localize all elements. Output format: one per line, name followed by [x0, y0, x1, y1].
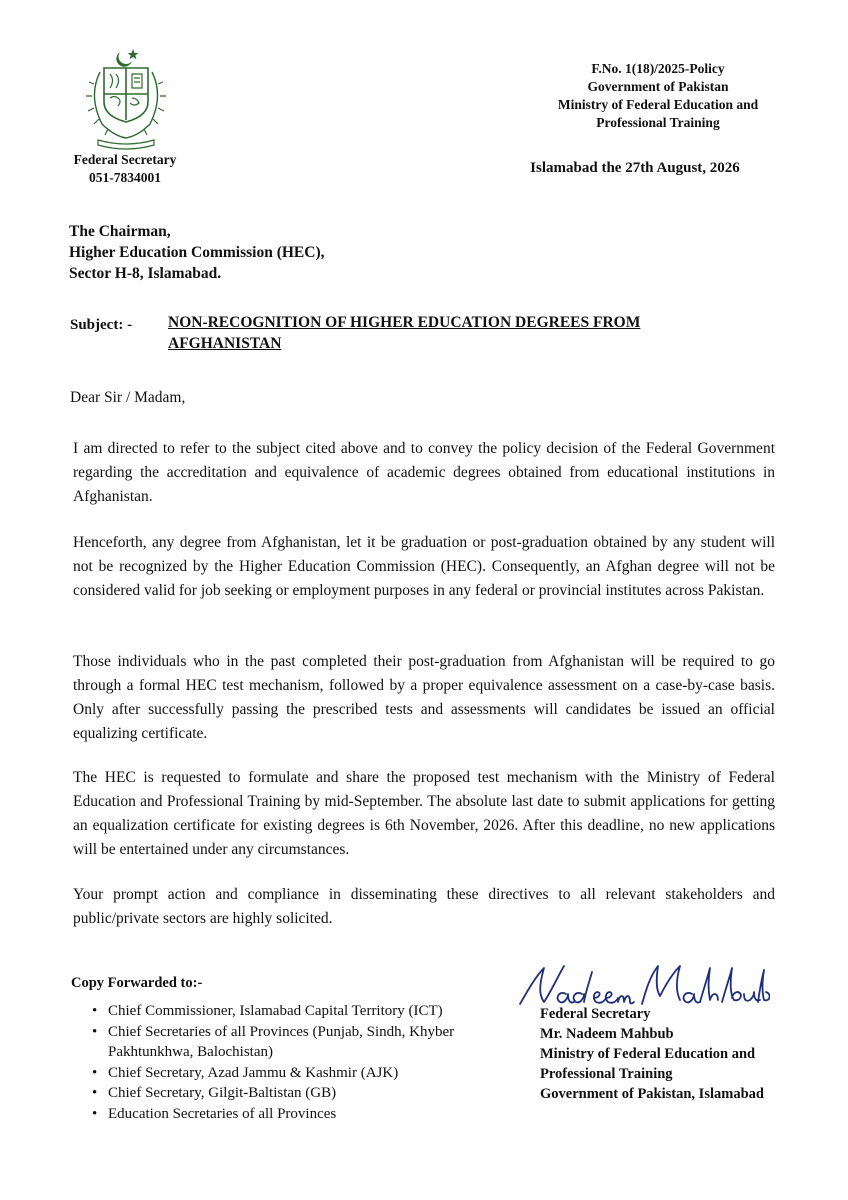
signatory-government: Government of Pakistan, Islamabad [540, 1086, 764, 1102]
copy-forwarded-item-text: Chief Commissioner, Islamabad Capital Territory (ICT) [108, 1003, 443, 1019]
signatory-designation: Federal Secretary [540, 1006, 651, 1022]
ministry-name-line1: Ministry of Federal Education and [557, 97, 759, 112]
body-paragraph: Henceforth, any degree from Afghanistan, let it be graduation or post-graduation obtained by any student will not be recognized by the Higher Education Commission (HEC). Consequently, an Afghan degree will not be considered valid for job seeking or employment purposes in any federal or provincial institutes across Pakistan. [73, 534, 775, 599]
copy-forwarded-list [92, 1001, 458, 1124]
copy-forwarded-item [92, 1104, 458, 1125]
federal-secretary-title: Federal Secretary [73, 152, 177, 167]
signatory-ministry-line2: Professional Training [540, 1066, 673, 1082]
addressee-line1: The Chairman, [69, 223, 171, 240]
bullet-icon: • [92, 1064, 98, 1081]
bullet-icon: • [92, 1023, 98, 1040]
government-name: Government of Pakistan [587, 79, 729, 94]
signatory-name: Mr. Nadeem Mahbub [540, 1026, 674, 1042]
subject-text: NON-RECOGNITION OF HIGHER EDUCATION DEGREES FROM AFGHANISTAN [168, 314, 641, 352]
copy-forwarded-item-text: Chief Secretaries of all Provinces (Punjab, Sindh, Khyber Pakhtunkhwa, Balochistan) [108, 1023, 455, 1060]
ministry-name-line2: Professional Training [596, 115, 720, 130]
salutation: Dear Sir / Madam, [70, 389, 186, 406]
copy-forwarded-heading: Copy Forwarded to:- [71, 975, 203, 991]
copy-forwarded-item [92, 1083, 458, 1104]
addressee-line2: Higher Education Commission (HEC), [69, 244, 325, 261]
addressee-line3: Sector H-8, Islamabad. [69, 265, 222, 282]
copy-forwarded-item [92, 1063, 458, 1084]
letter-date: Islamabad the 27th August, 2026 [530, 160, 740, 176]
signatory-ministry-line1: Ministry of Federal Education and [540, 1046, 756, 1062]
copy-forwarded-item-text: Education Secretaries of all Provinces [108, 1105, 337, 1122]
state-emblem-logo [80, 44, 172, 150]
copy-forwarded-item [92, 1001, 458, 1022]
federal-secretary-phone: 051-7834001 [89, 170, 161, 185]
subject-label: Subject: - [70, 317, 133, 333]
copy-forwarded-item-text: Chief Secretary, Gilgit-Baltistan (GB) [108, 1085, 337, 1101]
bullet-icon: • [92, 1085, 98, 1101]
body-paragraph: I am directed to refer to the subject cited above and to convey the policy decision of the Federal Government regarding the accreditation and equivalence of academic degrees obtained from educational institutions in Afghanistan. [73, 440, 775, 505]
body-paragraph: The HEC is requested to formulate and share the proposed test mechanism with the Ministry of Federal Education and Professional Training by mid-September. The absolute last date to submit applications for getting an equalization certificate for existing degrees is 6th November, 2026. After this deadline, no new applications will be entertained under any circumstances. [73, 769, 775, 858]
file-number: F.No. 1(18)/2025-Policy [591, 61, 725, 76]
body-paragraph: Your prompt action and compliance in disseminating these directives to all relevant stakeholders and public/private sectors are highly solicited. [73, 886, 775, 927]
bullet-icon: • [92, 1003, 98, 1019]
bullet-icon: • [92, 1105, 98, 1122]
copy-forwarded-item-text: Chief Secretary, Azad Jammu & Kashmir (AJK) [108, 1064, 399, 1081]
copy-forwarded-item [92, 1022, 458, 1063]
body-paragraph: Those individuals who in the past completed their post-graduation from Afghanistan will be required to go through a formal HEC test mechanism, followed by a proper equivalence assessment on a case-by-case basis. Only after successfully passing the prescribed tests and assessments will candidates be issued an official equalizing certificate. [73, 653, 775, 742]
